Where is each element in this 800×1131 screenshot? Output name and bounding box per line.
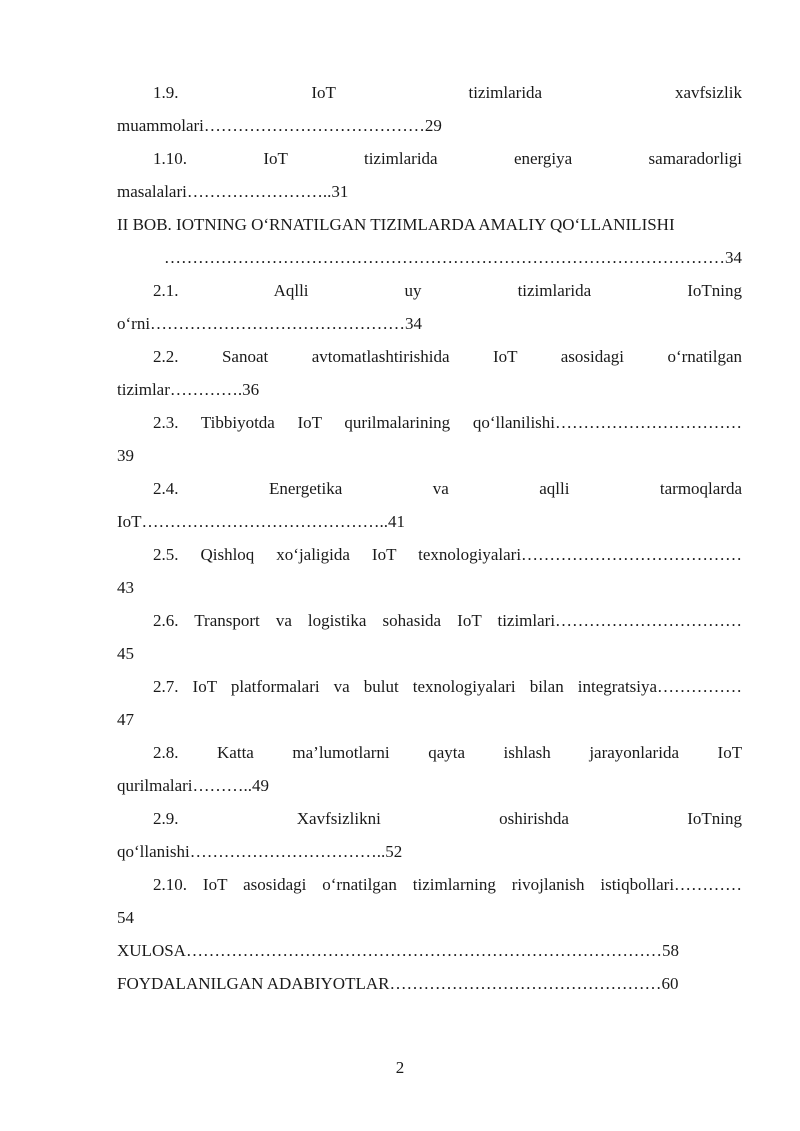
toc-entry-word: bulut — [363, 677, 399, 696]
toc-entry-continuation: 47 — [117, 710, 134, 729]
toc-entry-word: ishlash — [503, 743, 551, 762]
toc-entry-continuation: 39 — [117, 446, 134, 465]
toc-entry-word: tizimlarida — [517, 281, 592, 300]
toc-entry-word: asosidagi — [243, 875, 307, 894]
toc-entry-number: 2.9. — [153, 809, 179, 828]
toc-entry-heading — [117, 736, 742, 769]
toc-entry-word: bilan — [529, 677, 564, 696]
toc-entry-word: IoT — [297, 413, 322, 432]
toc-entry-word: o‘rnatilgan — [667, 347, 743, 366]
toc-entry-word: energiya — [513, 149, 573, 168]
toc-entry-continuation: muammolari…………………………………29 — [117, 116, 442, 135]
toc-entry-number: 2.10. — [153, 875, 187, 894]
toc-entry-2-6 — [117, 604, 742, 670]
toc-entry-continuation: IoT……………………………………..41 — [117, 512, 406, 531]
toc-conclusion — [117, 934, 742, 967]
toc-entry-word: uy — [404, 281, 422, 300]
chapter-dots: ………………………………………………………………………………………34 — [164, 248, 742, 267]
toc-entry-2-3 — [117, 406, 742, 472]
toc-entry-word: samaradorligi — [648, 149, 743, 168]
toc-entry-continuation: masalalari……………………..31 — [117, 182, 349, 201]
toc-entry-word: IoTning — [687, 281, 742, 300]
toc-entry-word: tizimlarida — [468, 83, 543, 102]
toc-entry-continuation: tizimlar………….36 — [117, 380, 260, 399]
toc-entry-word: xo‘jaligida — [276, 545, 350, 564]
toc-entry-heading — [117, 538, 742, 571]
toc-entry-word: platformalari — [230, 677, 320, 696]
toc-entry-continuation: 43 — [117, 578, 134, 597]
toc-entry-word: qurilmalarining — [344, 413, 451, 432]
toc-entry-word: IoT — [263, 149, 288, 168]
toc-entry-continuation: 54 — [117, 908, 134, 927]
toc-entry-word: IoT — [311, 83, 336, 102]
toc-entry-number: 2.8. — [153, 743, 179, 762]
toc-entry-heading — [117, 340, 742, 373]
toc-entry-word: tizimlarida — [363, 149, 438, 168]
toc-entry-word: texnologiyalari — [412, 677, 516, 696]
toc-entry-2-9 — [117, 802, 742, 868]
toc-entry-word: ma’lumotlarni — [292, 743, 390, 762]
toc-entry-number: 1.10. — [153, 149, 187, 168]
toc-entry-heading — [117, 604, 742, 637]
toc-entry-2-4 — [117, 472, 742, 538]
toc-entry-number: 2.1. — [153, 281, 179, 300]
toc-entry-word: qayta — [428, 743, 466, 762]
toc-entry-word: Qishloq — [200, 545, 255, 564]
toc-entry-word: texnologiyalari………………………………… — [418, 545, 743, 564]
toc-entry-number: 2.4. — [153, 479, 179, 498]
toc-entry-word: va — [275, 611, 292, 630]
toc-entry-word: jarayonlarida — [589, 743, 679, 762]
toc-entry-word: IoT — [457, 611, 482, 630]
toc-entry-number: 2.2. — [153, 347, 179, 366]
toc-entry-number: 2.5. — [153, 545, 179, 564]
toc-entry-heading — [117, 274, 742, 307]
toc-entry-heading — [117, 670, 742, 703]
toc-entry-1-10 — [117, 142, 742, 208]
toc-entry-word: istiqbollari………… — [600, 875, 743, 894]
toc-entry-2-2 — [117, 340, 742, 406]
toc-entry-word: tarmoqlarda — [659, 479, 743, 498]
toc-entry-word: Sanoat — [221, 347, 269, 366]
conclusion-entry: XULOSA…………………………………………………………………………58 — [117, 941, 679, 960]
toc-entry-word: integratsiya…………… — [577, 677, 743, 696]
page-number: 2 — [395, 1058, 405, 1077]
toc-entry-word: o‘rnatilgan — [322, 875, 397, 894]
toc-entry-word: Energetika — [268, 479, 343, 498]
toc-entry-2-1 — [117, 274, 742, 340]
toc-entry-word: Tibbiyotda — [200, 413, 275, 432]
toc-entry-word: logistika — [307, 611, 367, 630]
toc-entry-heading — [117, 406, 742, 439]
toc-entry-word: IoTning — [687, 809, 743, 828]
toc-entry-2-10 — [117, 868, 742, 934]
toc-entry-continuation: qurilmalari………..49 — [117, 776, 270, 795]
chapter-title: II BOB. IOTNING O‘RNATILGAN TIZIMLARDA AMALIY QO‘LLANILISHI — [117, 215, 675, 234]
toc-entry-heading — [117, 76, 742, 109]
table-of-contents — [117, 76, 742, 1000]
toc-entry-word: avtomatlashtirishida — [311, 347, 450, 366]
toc-entry-word: IoT — [717, 743, 743, 762]
toc-entry-word: va — [333, 677, 350, 696]
toc-entry-word: rivojlanish — [511, 875, 585, 894]
toc-entry-1-9 — [117, 76, 742, 142]
toc-entry-heading — [117, 802, 742, 835]
toc-references — [117, 967, 742, 1000]
toc-entry-number: 2.3. — [153, 413, 179, 432]
toc-entry-2-8 — [117, 736, 742, 802]
toc-entry-heading — [117, 472, 742, 505]
toc-chapter-2 — [117, 208, 742, 274]
toc-entry-continuation: 45 — [117, 644, 134, 663]
toc-entry-word: sohasida — [382, 611, 442, 630]
toc-entry-number: 2.7. — [153, 677, 179, 696]
toc-entry-word: tizimlari…………………………… — [497, 611, 743, 630]
toc-entry-word: va — [432, 479, 449, 498]
toc-entry-heading — [117, 868, 742, 901]
toc-entry-word: aqlli — [539, 479, 570, 498]
toc-entry-continuation: o‘rni………………………………………34 — [117, 314, 423, 333]
references-entry: FOYDALANILGAN ADABIYOTLAR…………………………………………60 — [117, 974, 679, 993]
toc-entry-2-7 — [117, 670, 742, 736]
toc-entry-word: Katta — [217, 743, 254, 762]
toc-entry-word: asosidagi — [560, 347, 624, 366]
toc-entry-continuation: qo‘llanishi……………………………..52 — [117, 842, 403, 861]
toc-entry-word: Xavfsizlikni — [296, 809, 381, 828]
toc-entry-word: IoT — [202, 875, 228, 894]
toc-entry-word: tizimlarning — [412, 875, 496, 894]
toc-entry-word: Aqlli — [273, 281, 309, 300]
toc-entry-word: IoT — [493, 347, 518, 366]
toc-entry-2-5 — [117, 538, 742, 604]
toc-entry-word: IoT — [371, 545, 397, 564]
toc-entry-number: 2.6. — [153, 611, 179, 630]
toc-entry-word: Transport — [194, 611, 260, 630]
toc-entry-number: 1.9. — [153, 83, 179, 102]
toc-entry-word: oshirishda — [499, 809, 569, 828]
toc-entry-heading — [117, 142, 742, 175]
toc-entry-word: xavfsizlik — [674, 83, 743, 102]
toc-entry-word: IoT — [192, 677, 217, 696]
toc-entry-word: qo‘llanilishi…………………………… — [472, 413, 743, 432]
